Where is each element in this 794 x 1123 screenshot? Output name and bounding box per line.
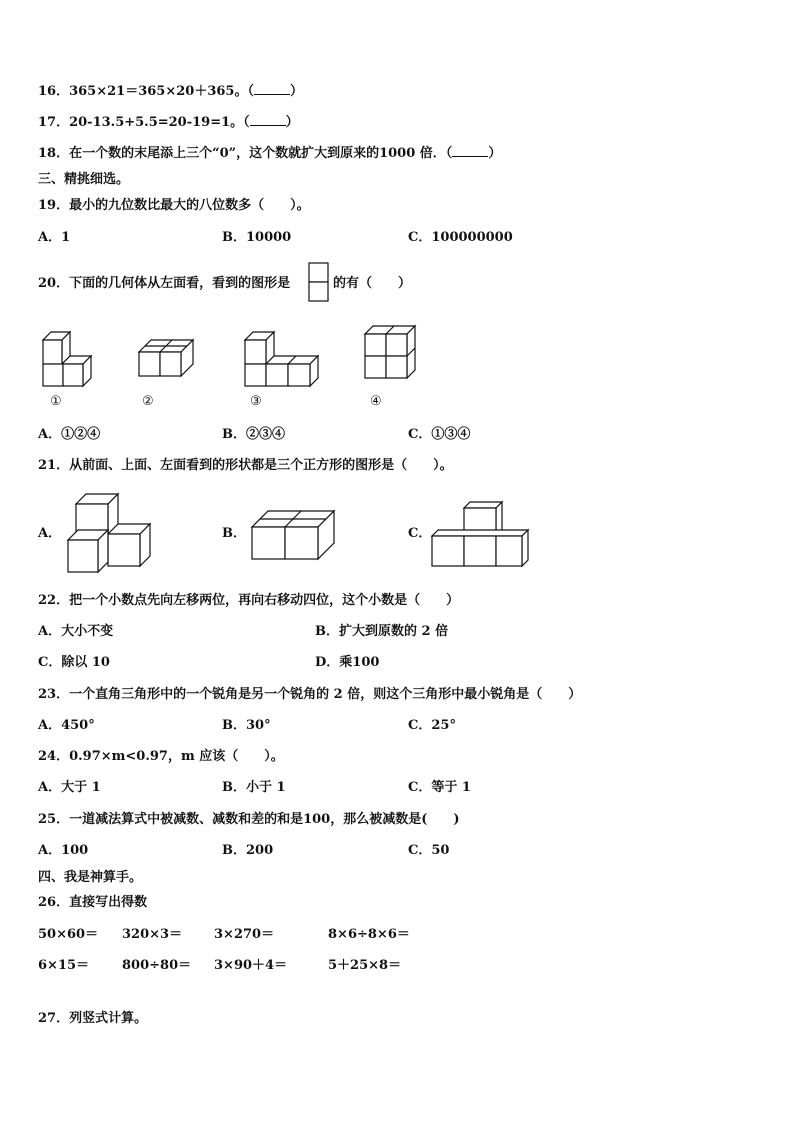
calc-item: 6×15＝ — [38, 958, 90, 973]
q21-option-a[interactable]: A． — [38, 526, 62, 541]
q19-option-b[interactable]: B．10000 — [222, 230, 292, 245]
figure-label-4: ④ — [370, 394, 382, 409]
q24-option-c[interactable]: C．等于 1 — [408, 780, 471, 795]
q20-option-a[interactable]: A．①②④ — [38, 427, 101, 442]
q22-option-c[interactable]: C．除以 10 — [38, 655, 110, 670]
solid-figure-1 — [38, 326, 98, 390]
question-20 — [38, 276, 290, 292]
section-3-heading: 三、精挑细选。 — [38, 172, 130, 187]
q20-option-c[interactable]: C．①③④ — [408, 427, 471, 442]
q22-option-d[interactable]: D．乘100 — [315, 655, 380, 670]
q20-option-b[interactable]: B．②③④ — [222, 427, 285, 442]
calc-item: 800÷80＝ — [122, 958, 192, 973]
calc-item: 3×270＝ — [214, 927, 275, 942]
q21-figure-c — [430, 498, 530, 570]
solid-figure-4 — [362, 322, 420, 382]
q23-option-c[interactable]: C．25° — [408, 718, 456, 733]
question-20-text: 20．下面的几何体从左面看，看到的图形是 — [38, 276, 291, 291]
question-17 — [38, 114, 299, 131]
q22-option-b[interactable]: B．扩大到原数的 2 倍 — [315, 624, 449, 639]
calc-item: 5＋25×8＝ — [328, 958, 402, 973]
q25-option-b[interactable]: B．200 — [222, 843, 274, 858]
figure-label-3: ③ — [250, 394, 262, 409]
q23-option-b[interactable]: B．30° — [222, 718, 271, 733]
question-25: 25．一道减法算式中被减数、减数和差的和是100，那么被减数是( ) — [38, 812, 460, 827]
question-24: 24．0.97×m<0.97，m 应该（ ）。 — [38, 749, 284, 764]
question-22: 22．把一个小数点先向左移两位，再向右移动四位，这个小数是（ ） — [38, 593, 460, 608]
q21-option-b[interactable]: B． — [222, 526, 246, 541]
question-19: 19．最小的九位数比最大的八位数多（ ）。 — [38, 198, 310, 213]
q22-option-a[interactable]: A．大小不变 — [38, 624, 114, 639]
bracket-close: ） — [488, 146, 502, 161]
q21-figure-b — [250, 505, 338, 561]
q21-figure-a — [64, 490, 154, 576]
question-27: 27．列竖式计算。 — [38, 1011, 148, 1026]
question-20-end: 的有（ ） — [333, 276, 412, 291]
calc-item: 50×60＝ — [38, 927, 99, 942]
calc-item: 320×3＝ — [122, 927, 183, 942]
bracket-close: ） — [289, 84, 303, 99]
q19-option-c[interactable]: C．100000000 — [408, 230, 513, 245]
q19-option-a[interactable]: A．1 — [38, 230, 71, 245]
q25-option-c[interactable]: C．50 — [408, 843, 450, 858]
q23-option-a[interactable]: A．450° — [38, 718, 95, 733]
question-17-text: 17．20-13.5+5.5=20-19=1。（ — [38, 115, 250, 130]
question-21: 21．从前面、上面、左面看到的形状都是三个正方形的图形是（ ）。 — [38, 458, 453, 473]
answer-blank[interactable] — [254, 83, 290, 95]
question-18 — [38, 145, 501, 162]
question-23: 23．一个直角三角形中的一个锐角是另一个锐角的 2 倍，则这个三角形中最小锐角是（ ） — [38, 687, 582, 702]
answer-blank[interactable] — [250, 114, 286, 126]
solid-figure-2 — [136, 336, 198, 380]
calc-item: 3×90＋4＝ — [214, 958, 288, 973]
question-16 — [38, 83, 303, 100]
figure-label-1: ① — [50, 394, 62, 409]
question-18-text: 18．在一个数的末尾添上三个“0”，这个数就扩大到原来的1000 倍．（ — [38, 146, 453, 161]
q21-option-c[interactable]: C． — [408, 526, 432, 541]
calc-item: 8×6÷8×6＝ — [328, 927, 410, 942]
two-stacked-squares-icon — [308, 262, 330, 302]
section-4-heading: 四、我是神算手。 — [38, 870, 143, 885]
bracket-close: ） — [285, 115, 299, 130]
q25-option-a[interactable]: A．100 — [38, 843, 89, 858]
question-26: 26．直接写出得数 — [38, 895, 148, 910]
solid-figure-3 — [242, 326, 322, 390]
q24-option-a[interactable]: A．大于 1 — [38, 780, 101, 795]
q24-option-b[interactable]: B．小于 1 — [222, 780, 286, 795]
answer-blank[interactable] — [452, 145, 488, 157]
figure-label-2: ② — [142, 394, 154, 409]
question-16-text: 16．365×21＝365×20＋365。（ — [38, 84, 254, 99]
